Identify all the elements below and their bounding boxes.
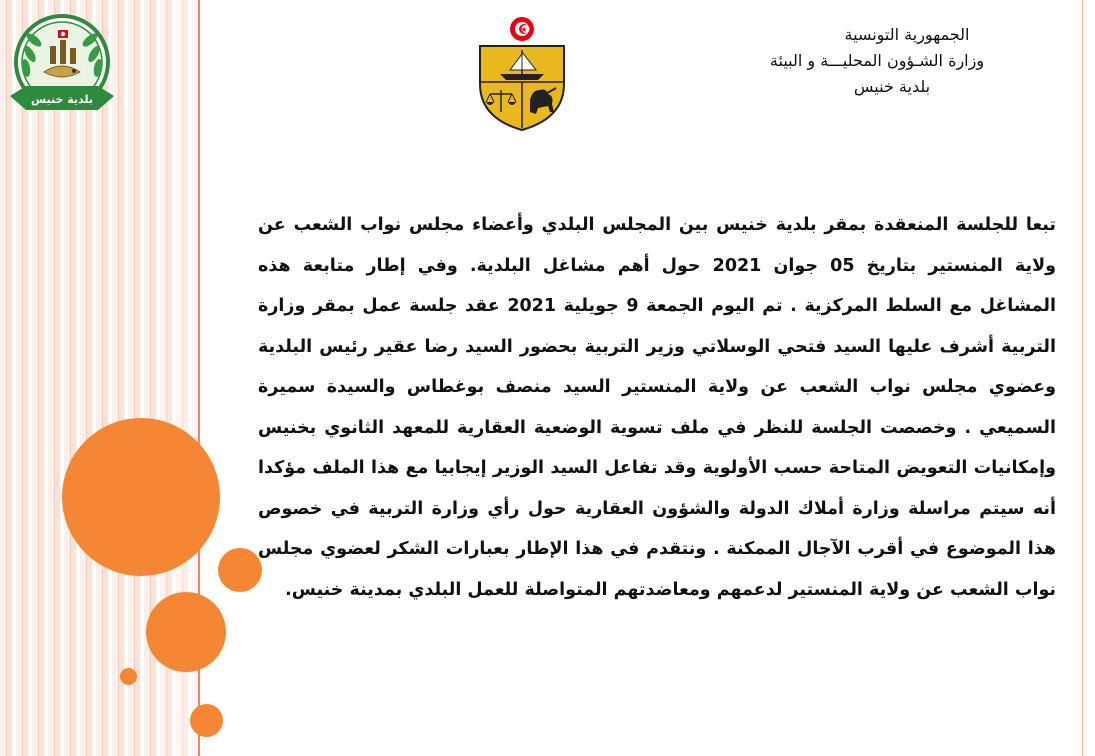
announcement-paragraph: تبعا للجلسة المنعقدة بمقر بلدية خنيس بين المجلس البلدي وأعضاء مجلس نواب الشعب عن ولاية المنستير بتاريخ 05 جوان 2021 حول أهم مشاغل البلدية. وفي إطار متابعة هذه المشاغل مع السلط المركزية . تم اليوم الجمعة 9 جويلية 2021 عقد جلسة عمل بمقر وزارة التربية أشرف عليها السيد فتحي الوسلاتي وزير التربية بحضور السيد رضا عقير رئيس البلدية وعضوي مجلس نواب الشعب عن ولاية المنستير السيد منصف بوغطاس والسيدة سميرة السميعي . وخصصت الجلسة للنظر في ملف تسوية الوضعية العقارية للمعهد الثانوي بخنيس وإمكانيات التعويض المتاحة حسب الأولوية وقد تفاعل السيد الوزير إيجابيا مع هذا الملف مؤكدا أنه سيتم مراسلة وزارة أملاك الدولة والشؤون العقارية حول رأي وزارة التربية في خصوص هذا الموضوع في أقرب الآجال الممكنة . ونتقدم في هذا الإطار بعبارات الشكر لعضوي مجلس نواب الشعب عن ولاية المنستير لدعمهم ومعاضدتهم المتواصلة للعمل البلدي بمدينة خنيس. <box>258 215 1056 600</box>
header-republic: الجمهورية التونسية <box>844 25 970 44</box>
right-border-line <box>1082 0 1083 756</box>
decorative-circle-large <box>62 418 220 576</box>
decorative-circle-tiny <box>120 668 137 685</box>
letterhead <box>717 22 1037 100</box>
municipality-logo-icon <box>6 10 118 122</box>
decorative-circle-small-bottom <box>190 704 223 737</box>
logo-text: بلدية خنيس <box>30 93 94 106</box>
decorative-circle-medium <box>146 592 226 672</box>
header-ministry: وزارة الشـؤون المحليـــة و البيئة <box>769 51 985 70</box>
header-municipality: بلدية خنيس <box>853 77 931 96</box>
decorative-circle-small <box>218 548 262 592</box>
tunisia-coat-of-arms-icon <box>472 16 572 132</box>
